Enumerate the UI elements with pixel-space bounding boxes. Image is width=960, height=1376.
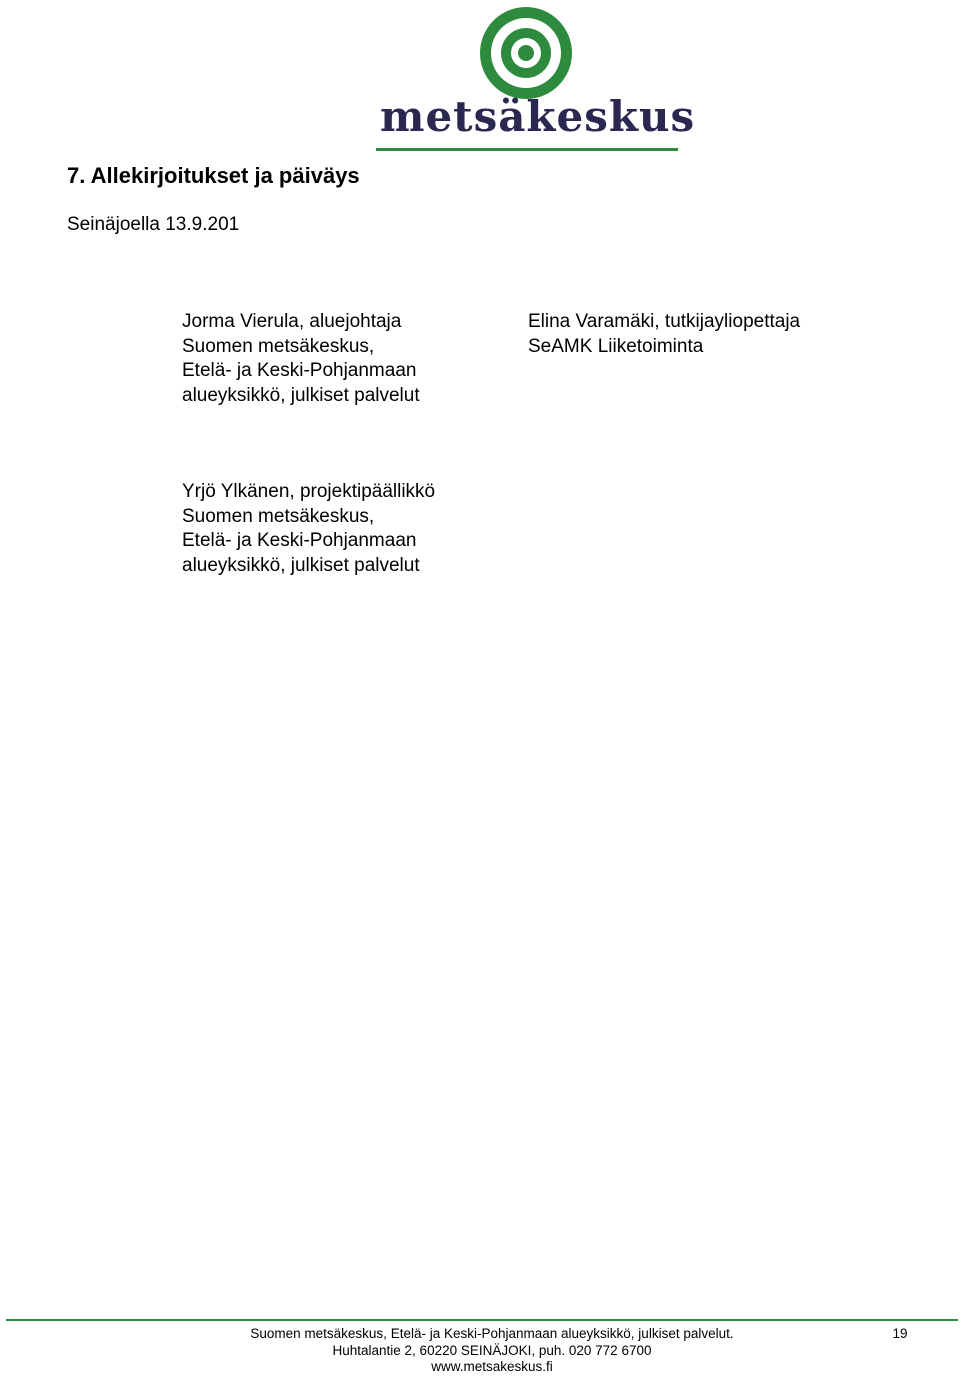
page-footer bbox=[130, 1326, 854, 1376]
section-heading: 7. Allekirjoitukset ja päiväys bbox=[67, 163, 360, 188]
signatory-unit: alueyksikkö, julkiset palvelut bbox=[182, 554, 420, 576]
footer-organization: Suomen metsäkeskus, Etelä- ja Keski-Pohjanmaan alueyksikkö, julkiset palvelut. bbox=[250, 1326, 734, 1341]
signature-block-vierula bbox=[182, 310, 420, 408]
signatory-organization: Suomen metsäkeskus, bbox=[182, 505, 375, 527]
logo-wordmark: metsäkeskus bbox=[380, 92, 696, 141]
page-number: 19 bbox=[892, 1326, 908, 1341]
signatory-region: Etelä- ja Keski-Pohjanmaan bbox=[182, 360, 417, 381]
signatory-organization: Suomen metsäkeskus, bbox=[182, 335, 375, 357]
signatory-name-title: Elina Varamäki, tutkijayliopettaja bbox=[528, 311, 801, 332]
footer-divider bbox=[6, 1319, 958, 1321]
signatory-region: Etelä- ja Keski-Pohjanmaan bbox=[182, 530, 417, 551]
footer-address: Huhtalantie 2, 60220 SEINÄJOKI, puh. 020 772 6700 bbox=[332, 1342, 652, 1358]
footer-website: www.metsakeskus.fi bbox=[431, 1359, 553, 1374]
place-and-date: Seinäjoella 13.9.201 bbox=[67, 214, 240, 235]
signatory-unit: alueyksikkö, julkiset palvelut bbox=[182, 384, 420, 406]
signature-block-ylkanen bbox=[182, 480, 435, 578]
logo-underline bbox=[376, 148, 678, 151]
metsakeskus-logo bbox=[374, 4, 696, 154]
signatory-name-title: Yrjö Ylkänen, projektipäällikkö bbox=[182, 481, 436, 502]
signatory-name-title: Jorma Vierula, aluejohtaja bbox=[182, 311, 402, 332]
signatory-organization: SeAMK Liiketoiminta bbox=[528, 335, 704, 357]
target-rings-icon bbox=[479, 6, 573, 100]
signature-block-varamaki bbox=[528, 310, 800, 359]
